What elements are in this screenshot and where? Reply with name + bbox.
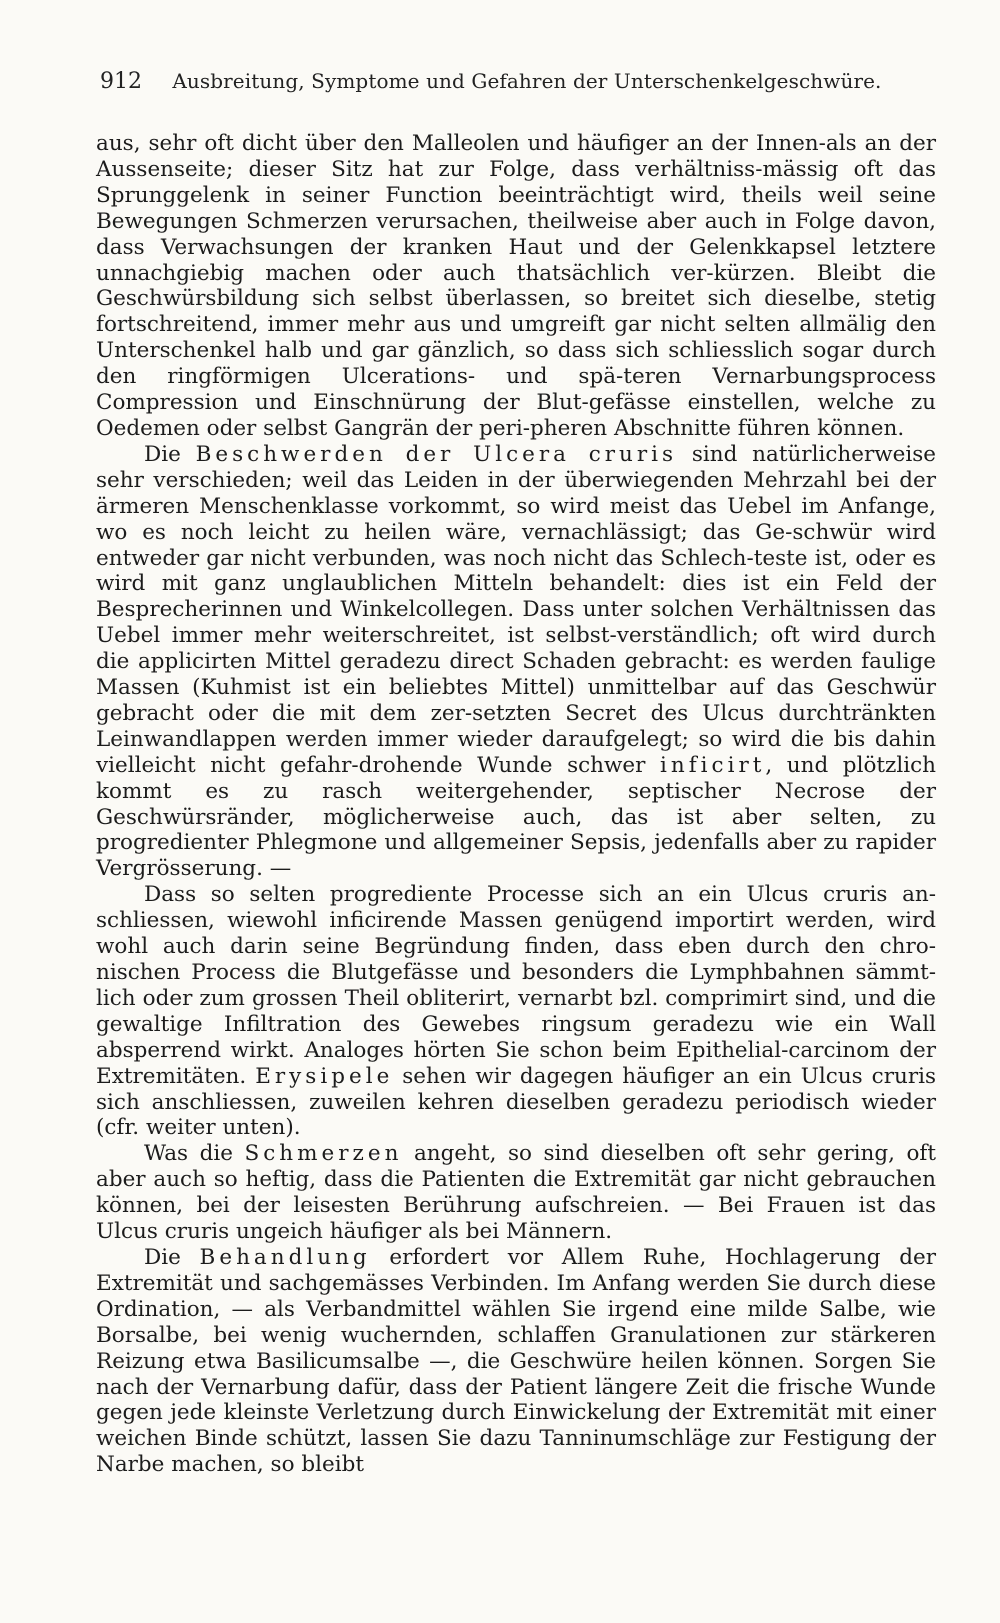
paragraph-1 [96, 131, 936, 442]
paragraph-2-part-3: sind natürlicherweise sehr verschieden; weil das Leiden in der überwiegenden Mehrzahl bei der ärmeren Menschenklasse vorkommt, so wird meist das Uebel im Anfange, wo es noch leicht zu heilen wäre, vernachlässigt; das Ge-schwür wird entweder gar nicht verbunden, was noch nicht das Schlech-teste ist, oder es wird mit ganz unglaublichen Mitteln behandelt: dies ist ein Feld der Besprecherinnen und Winkelcollegen. Dass unter solchen Verhältnissen das Uebel immer mehr weiterschreitet, ist selbst-verständlich; oft wird durch die applicirten Mittel geradezu direct Schaden gebracht: es werden faulige Massen (Kuhmist ist ein beliebtes Mittel) unmittelbar auf das Geschwür gebracht oder die mit dem zer-setzten Secret des Ulcus durchtränkten Leinwandlappen werden immer wieder daraufgelegt; so wird die bis dahin vielleicht nicht gefahr-drohende Wunde schwer [96, 441, 936, 778]
paragraph-3-part-1: Dass so selten progrediente Processe sich an ein Ulcus cruris an-schliessen, wiewohl inficirende Massen genügend importirt werden, wird wohl auch darin seine Begründung finden, dass eben durch den chro-nischen Process die Blutgefässe und besonders die Lymphbahnen sämmt-lich oder zum grossen Theil obliterirt, vernarbt bzl. comprimirt sind, und die gewaltige Infiltration des Gewebes ringsum geradezu wie ein Wall absperrend wirkt. Analoges hörten Sie schon beim Epithelial-carcinom der Extremitäten. [96, 882, 936, 1089]
paragraph-4-part-1: Was die [144, 1141, 245, 1167]
paragraph-2 [96, 442, 936, 882]
running-title: Ausbreitung, Symptome und Gefahren der Unterschenkelgeschwüre. [172, 69, 882, 93]
paragraph-2-part-1: Die [144, 441, 196, 467]
paragraph-4-part-3: angeht, so sind dieselben oft sehr gering, oft aber auch so heftig, dass die Patienten die Extremität gar nicht gebrauchen können, bei der leisesten Berührung aufschreien. — Bei Frauen ist das Ulcus cruris ungeich häufiger als bei Männern. [96, 1141, 936, 1245]
paragraph-2-spaced-term-inficirt: inficirt [659, 752, 766, 778]
paragraph-3-part-3: sehen wir dagegen häufiger an ein Ulcus cruris sich anschliessen, zuweilen kehren dieselben geradezu periodisch wieder (cfr. weiter unten). [96, 1063, 937, 1141]
body-text [96, 131, 936, 1478]
paragraph-3 [96, 882, 936, 1141]
paragraph-3-spaced-term-erysipele: Erysipele [255, 1063, 394, 1089]
paragraph-5-spaced-term-behandlung: Behandlung [199, 1244, 371, 1270]
paragraph-2-spaced-term-beschwerden: Beschwerden der Ulcera cruris [195, 441, 678, 467]
paragraph-5-part-3: erfordert vor Allem Ruhe, Hochlagerung der Extremität und sachgemässes Verbinden. Im Anfang werden Sie durch diese Ordination, — als Verbandmittel wählen Sie irgend eine milde Salbe, wie Borsalbe, bei wenig wuchernden, schlaffen Granulationen zur stärkeren Reizung etwa Basilicumsalbe —, die Geschwüre heilen können. Sorgen Sie nach der Vernarbung dafür, dass der Patient längere Zeit die frische Wunde gegen jede kleinste Verletzung durch Einwickelung der Extremität mit einer weichen Binde schützt, lassen Sie dazu Tanninumschläge zur Festigung der Narbe machen, so bleibt [96, 1244, 936, 1478]
paragraph-4-spaced-term-schmerzen: Schmerzen [244, 1141, 403, 1167]
running-header [100, 66, 882, 96]
paragraph-4 [96, 1141, 936, 1245]
paragraph-2-part-5: , und plötzlich kommt es zu rasch weitergehender, septischer Necrose der Geschwürsränder, möglicherweise auch, das ist aber selten, zu progredienter Phlegmone und allgemeiner Sepsis, jedenfalls aber zu rapider Vergrösserung. — [96, 752, 937, 882]
paragraph-5 [96, 1245, 936, 1478]
paragraph-5-part-1: Die [144, 1244, 200, 1270]
paragraph-1-part-1: aus, sehr oft dicht über den Malleolen und häufiger an der Innen-als an der Aussenseite; dieser Sitz hat zur Folge, dass verhältniss-mässig oft das Sprunggelenk in seiner Function beeinträchtigt wird, theils weil seine Bewegungen Schmerzen verursachen, theilweise aber auch in Folge davon, dass Verwachsungen der kranken Haut und der Gelenkkapsel letztere unnachgiebig machen oder auch thatsächlich ver-kürzen. Bleibt die Geschwürsbildung sich selbst überlassen, so breitet sich dieselbe, stetig fortschreitend, immer mehr aus und umgreift gar nicht selten allmälig den Unterschenkel halb und gar gänzlich, so dass sich schliesslich sogar durch den ringförmigen Ulcerations- und spä-teren Vernarbungsprocess Compression und Einschnürung der Blut-gefässe einstellen, welche zu Oedemen oder selbst Gangrän der peri-pheren Abschnitte führen können. [96, 131, 936, 441]
page-number: 912 [100, 69, 142, 94]
